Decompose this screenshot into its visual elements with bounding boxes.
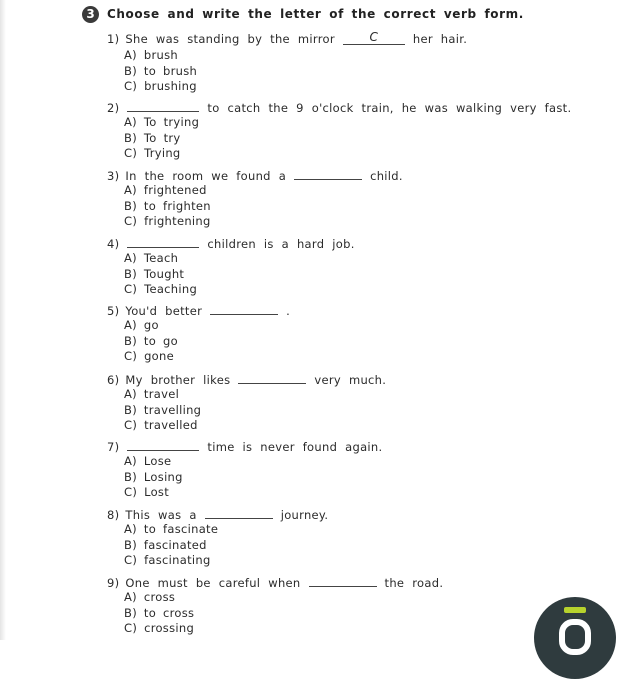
question-item — [107, 302, 290, 365]
question-text-before: You'd better — [125, 304, 203, 318]
exercise-number-badge: 3 — [82, 6, 99, 23]
question-text-after: time is never found again. — [207, 440, 383, 454]
exercise-instruction: Choose and write the letter of the correct verb form. — [107, 7, 524, 21]
question-text-after: . — [286, 304, 291, 318]
question-stem — [107, 167, 403, 183]
question-text-before: My brother likes — [125, 373, 231, 387]
answer-option: B) to frighten — [124, 198, 211, 213]
option-list — [124, 115, 571, 162]
question-text-before: In the room we found a — [125, 169, 287, 183]
answer-blank[interactable] — [238, 371, 306, 384]
question-text-after: her hair. — [412, 32, 468, 46]
question-number: 5) — [107, 304, 120, 318]
question-stem — [107, 235, 355, 251]
exercise-header — [82, 4, 524, 24]
question-stem — [107, 32, 467, 48]
answer-option: C) fascinating — [124, 553, 211, 567]
answer-option: A) brush — [124, 48, 179, 62]
option-list — [124, 590, 443, 637]
answer-blank[interactable] — [127, 438, 199, 451]
question-number: 6) — [107, 373, 120, 387]
question-text-before: One must be careful when — [125, 576, 301, 590]
question-stem — [107, 302, 290, 318]
answer-option: C) gone — [124, 349, 174, 363]
answer-blank[interactable] — [343, 32, 405, 45]
answer-option: A) travel — [124, 387, 180, 401]
question-item — [107, 371, 386, 434]
answer-blank[interactable] — [210, 302, 278, 315]
answer-blank[interactable] — [205, 506, 273, 519]
option-list — [124, 318, 290, 365]
answer-option: C) frightening — [124, 214, 211, 228]
answer-option: B) To try — [124, 130, 181, 145]
page-edge-shadow — [0, 0, 6, 640]
question-stem — [107, 99, 571, 115]
answer-option: C) Teaching — [124, 282, 198, 296]
answer-option: C) travelled — [124, 418, 198, 432]
question-number: 4) — [107, 237, 120, 251]
answer-option: A) go — [124, 318, 159, 332]
app-logo-ring-icon — [559, 619, 591, 655]
question-item — [107, 167, 403, 230]
question-text-after: very much. — [314, 373, 387, 387]
option-list — [124, 48, 467, 95]
question-stem — [107, 506, 328, 522]
question-item — [107, 574, 443, 637]
question-item — [107, 99, 571, 162]
answer-option: B) to go — [124, 333, 178, 348]
question-number: 3) — [107, 169, 120, 183]
question-number: 7) — [107, 440, 120, 454]
option-list — [124, 454, 382, 501]
question-text-before: She was standing by the mirror — [125, 32, 335, 46]
option-list — [124, 387, 386, 434]
answer-option: A) cross — [124, 590, 176, 604]
answer-option: B) to cross — [124, 605, 195, 620]
option-list — [124, 183, 403, 230]
answer-option: A) To trying — [124, 115, 200, 129]
question-stem — [107, 438, 382, 454]
answer-option: A) Teach — [124, 251, 179, 265]
answer-option: C) crossing — [124, 621, 195, 635]
answer-option: B) Losing — [124, 469, 183, 484]
answer-option: C) brushing — [124, 79, 197, 93]
question-text-after: child. — [370, 169, 403, 183]
answer-blank[interactable] — [294, 167, 362, 180]
answer-option: B) fascinated — [124, 537, 207, 552]
question-text-after: children is a hard job. — [207, 237, 355, 251]
question-item — [107, 506, 328, 569]
question-stem — [107, 574, 443, 590]
answer-option: C) Lost — [124, 485, 170, 499]
answer-blank[interactable] — [127, 235, 199, 248]
question-number: 8) — [107, 508, 120, 522]
answer-option: A) frightened — [124, 183, 207, 197]
answer-letter: C — [369, 30, 379, 44]
question-text-before: This was a — [125, 508, 197, 522]
answer-option: B) Tought — [124, 266, 185, 281]
question-text-after: the road. — [384, 576, 444, 590]
question-text-after: journey. — [280, 508, 329, 522]
question-text-after: to catch the 9 o'clock train, he was walking very fast. — [207, 101, 572, 115]
question-number: 2) — [107, 101, 120, 115]
question-item — [107, 438, 382, 501]
answer-option: B) to brush — [124, 63, 198, 78]
option-list — [124, 251, 355, 298]
question-number: 9) — [107, 576, 120, 590]
answer-option: B) travelling — [124, 402, 202, 417]
answer-blank[interactable] — [309, 574, 377, 587]
option-list — [124, 522, 328, 569]
app-logo-icon — [564, 607, 586, 613]
question-item — [107, 32, 467, 95]
question-stem — [107, 371, 386, 387]
question-item — [107, 235, 355, 298]
answer-option: C) Trying — [124, 146, 181, 160]
question-number: 1) — [107, 32, 120, 46]
answer-option: A) to fascinate — [124, 522, 219, 536]
floating-app-button[interactable] — [534, 597, 616, 679]
answer-option: A) Lose — [124, 454, 172, 468]
answer-blank[interactable] — [127, 99, 199, 112]
